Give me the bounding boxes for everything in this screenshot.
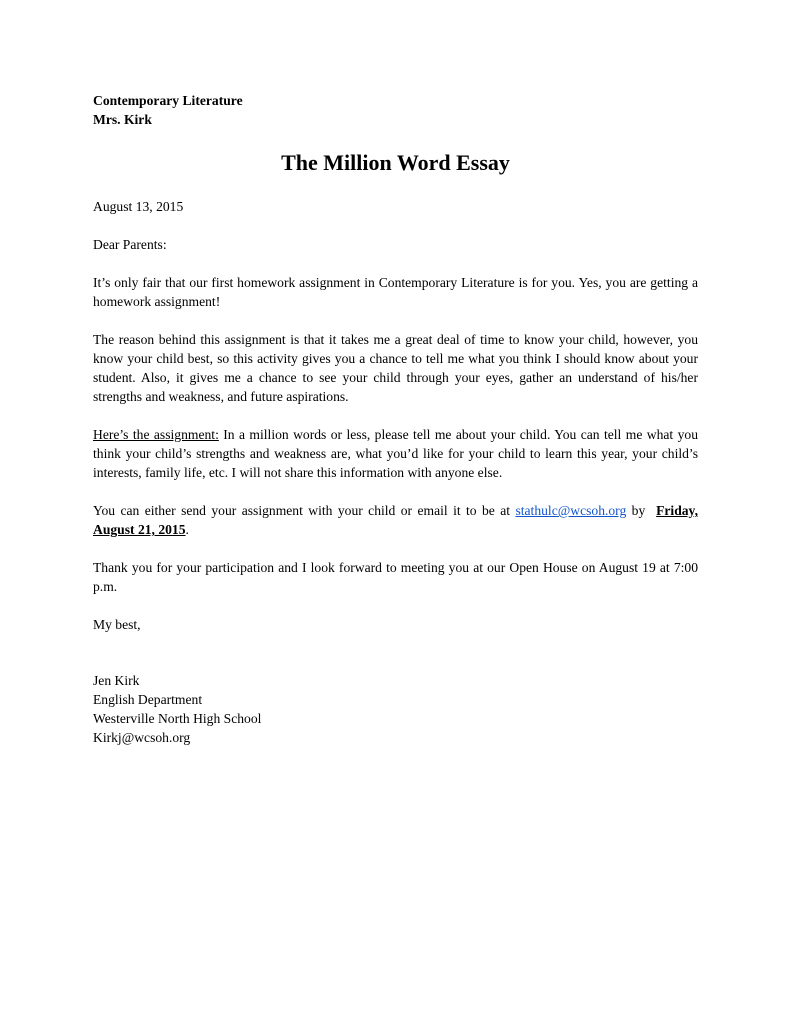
letter-date: August 13, 2015 (93, 199, 184, 214)
send-paragraph (93, 501, 698, 539)
send-suffix: . (185, 522, 189, 537)
letter-page (93, 91, 698, 747)
signature-department: English Department (93, 692, 203, 707)
send-by: by (626, 503, 657, 518)
reason-paragraph: The reason behind this assignment is that it takes me a great deal of time to know your child, however, you know your child best, so this activity gives you a chance to tell me what you think I should know about your student. Also, it gives me a chance to see your child through your eyes, gather an understand of his/her strengths and weakness, and future aspirations. (93, 332, 698, 404)
course-name: Contemporary Literature (93, 93, 243, 108)
teacher-name: Mrs. Kirk (93, 112, 152, 127)
assignment-paragraph (93, 425, 698, 482)
assignment-text: In a million words or less, please tell me about your child. You can tell me what you think your child’s strengths and weakness are, what you’d like for your child to learn this year, your child’s interests, family life, etc. I will not share this information with anyone else. (93, 427, 698, 480)
send-prefix: You can either send your assignment with your child or email it to be at (93, 503, 516, 518)
closing: My best, (93, 617, 141, 632)
salutation: Dear Parents: (93, 237, 167, 252)
assignment-label: Here’s the assignment: (93, 427, 219, 442)
email-link[interactable]: stathulc@wcsoh.org (515, 503, 627, 518)
intro-paragraph: It’s only fair that our first homework assignment in Contemporary Literature is for you. Yes, you are getting a homework assignment! (93, 275, 698, 309)
signature-school: Westerville North High School (93, 711, 262, 726)
signature-email: Kirkj@wcsoh.org (93, 730, 191, 745)
signature-block (93, 671, 698, 747)
thanks-paragraph: Thank you for your participation and I look forward to meeting you at our Open House on August 19 at 7:00 p.m. (93, 560, 698, 594)
page-title: The Million Word Essay (281, 150, 510, 175)
deadline: Friday, August 21, 2015 (93, 503, 698, 537)
signature-name: Jen Kirk (93, 673, 140, 688)
